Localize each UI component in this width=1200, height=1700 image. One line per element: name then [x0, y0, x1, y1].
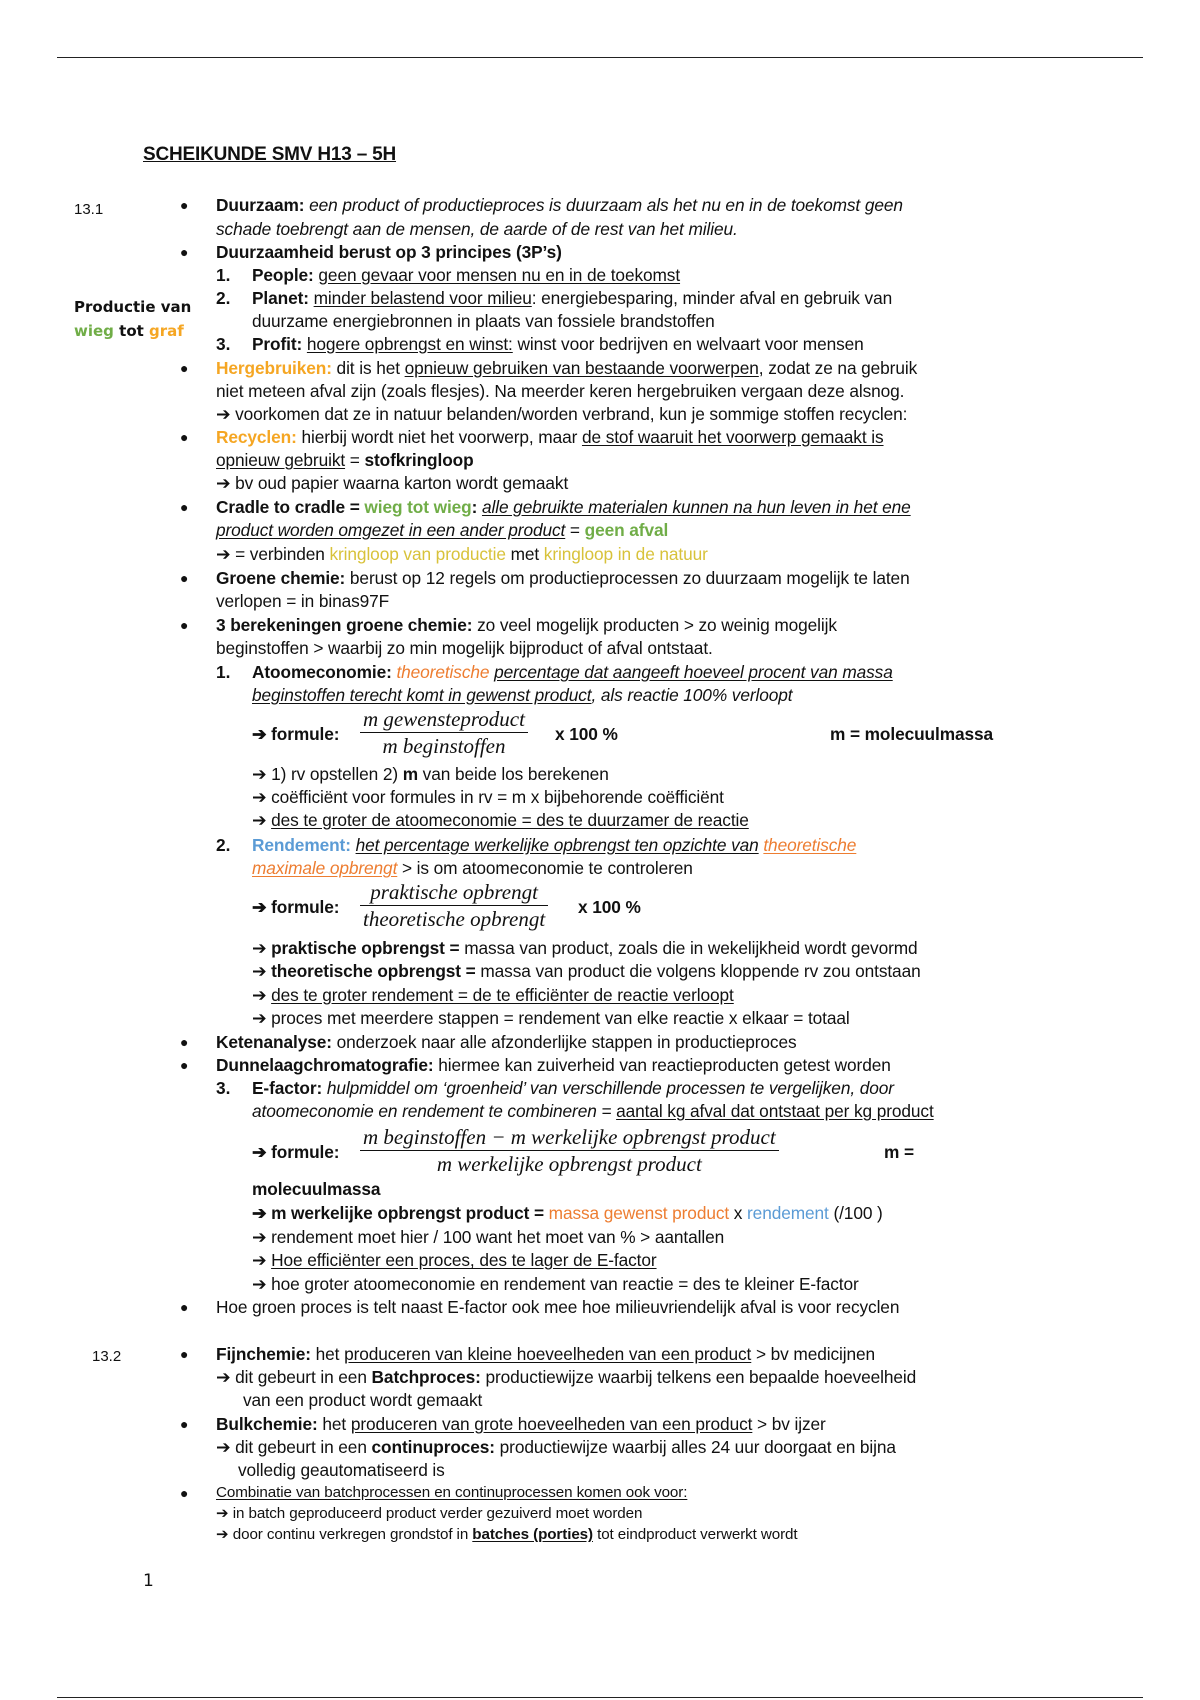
recyclen-line-2: opnieuw gebruikt = stofkringloop	[216, 450, 474, 470]
bullet: ●	[180, 1034, 189, 1050]
list-number: 3.	[216, 334, 231, 354]
formula-multiplier: x 100 %	[578, 897, 641, 917]
ef-step-1: ➔ m werkelijke opbrengst product = massa gewenst product x rendement (/100 )	[252, 1203, 883, 1223]
molecuulmassa-note: m = molecuulmassa	[830, 724, 994, 744]
bullet: ●	[180, 1346, 189, 1362]
ae-step-1: ➔ 1) rv opstellen 2) m van beide los berekenen	[252, 764, 609, 784]
list-number: 2.	[216, 835, 231, 855]
groene-chemie-line: Groene chemie: berust op 12 regels om productieprocessen zo duurzaam mogelijk te laten	[216, 568, 910, 588]
hoe-groen-line: Hoe groen proces is telt naast E-factor ook mee hoe milieuvriendelijk afval is voor recyclen	[216, 1297, 900, 1317]
profit-line: Profit: hogere opbrengst en winst: winst voor bedrijven en welvaart voor mensen	[252, 334, 864, 354]
atoomeconomie-fraction: m gewensteproduct m beginstoffen	[360, 706, 528, 759]
combinatie-line: Combinatie van batchprocessen en continuprocessen komen ook voor:	[216, 1484, 688, 1501]
re-step-3: ➔ des te groter rendement = de te efficiënter de reactie verloopt	[252, 985, 734, 1005]
formula-label: ➔ formule:	[252, 1142, 340, 1162]
fijnchemie-line: Fijnchemie: het produceren van kleine hoeveelheden van een product > bv medicijnen	[216, 1344, 876, 1364]
formula-label: ➔ formule:	[252, 897, 340, 917]
groene-chemie-line-2: verlopen = in binas97F	[216, 591, 390, 611]
section-13-1-label: 13.1	[74, 201, 104, 218]
hergebruiken-line-2: niet meteen afval zijn (zoals flesjes). Na meerder keren hergebruiken vergaan deze alsnog.	[216, 381, 905, 401]
planet-line: Planet: minder belastend voor milieu: energiebesparing, minder afval en gebruik van	[252, 288, 893, 308]
efactor-line: E-factor: hulpmiddel om ‘groenheid’ van verschillende processen te vergelijken, door	[252, 1078, 894, 1098]
atoomeconomie-line-2: beginstoffen terecht komt in gewenst product, als reactie 100% verloopt	[252, 685, 793, 705]
margin-note-productie: Productie van	[74, 298, 192, 316]
ketenanalyse-line: Ketenanalyse: onderzoek naar alle afzonderlijke stappen in productieproces	[216, 1032, 797, 1052]
bullet: ●	[180, 1299, 189, 1315]
bullet: ●	[180, 360, 189, 376]
formula-multiplier: x 100 %	[555, 724, 618, 744]
efactor-line-2: atoomeconomie en rendement te combineren = aantal kg afval dat ontstaat per kg product	[252, 1101, 934, 1121]
re-step-4: ➔ proces met meerdere stappen = rendement van elke reactie x elkaar = totaal	[252, 1008, 850, 1028]
list-number: 2.	[216, 288, 231, 308]
cradle-line: Cradle to cradle = wieg tot wieg: alle gebruikte materialen kunnen na hun leven in het ene	[216, 497, 911, 517]
bullet: ●	[180, 570, 189, 586]
ef-step-3: ➔ Hoe efficiënter een proces, des te lager de E-factor	[252, 1250, 657, 1270]
bullet: ●	[180, 617, 189, 633]
top-rule	[57, 57, 1143, 58]
molecuulmassa-note: m =	[884, 1142, 914, 1162]
bottom-rule	[57, 1697, 1143, 1698]
bullet: ●	[180, 1416, 189, 1432]
bullet: ●	[180, 1057, 189, 1073]
efactor-fraction: m beginstoffen − m werkelijke opbrengst product m werkelijke opbrengst product	[360, 1124, 779, 1177]
page-number: 1	[143, 1571, 154, 1591]
section-13-2-label: 13.2	[92, 1348, 122, 1365]
bullet: ●	[180, 499, 189, 515]
re-step-1: ➔ praktische opbrengst = massa van product, zoals die in wekelijkheid wordt gevormd	[252, 938, 918, 958]
recyclen-line-3: ➔ bv oud papier waarna karton wordt gemaakt	[216, 473, 569, 493]
ae-step-2: ➔ coëfficiënt voor formules in rv = m x bijbehorende coëfficiënt	[252, 787, 724, 807]
ae-step-3: ➔ des te groter de atoomeconomie = des te duurzamer de reactie	[252, 810, 749, 830]
list-number: 3.	[216, 1078, 231, 1098]
berekeningen-line-2: beginstoffen > waarbij zo min mogelijk bijproduct of afval ontstaat.	[216, 638, 713, 658]
duurzaam-line-2: schade toebrengt aan de mensen, de aarde of de rest van het milieu.	[216, 219, 738, 239]
bulkchemie-line-2: ➔ dit gebeurt in een continuproces: productiewijze waarbij alles 24 uur doorgaat en bijna	[216, 1437, 896, 1457]
list-number: 1.	[216, 265, 231, 285]
re-step-2: ➔ theoretische opbrengst = massa van product die volgens kloppende rv zou ontstaan	[252, 961, 921, 981]
ef-step-2: ➔ rendement moet hier / 100 want het moet van % > aantallen	[252, 1227, 725, 1247]
bulkchemie-line-3: volledig geautomatiseerd is	[238, 1460, 445, 1480]
berekeningen-line: 3 berekeningen groene chemie: zo veel mogelijk producten > zo weinig mogelijk	[216, 615, 837, 635]
rendement-line: Rendement: het percentage werkelijke opbrengst ten opzichte van theoretische	[252, 835, 857, 855]
combinatie-line-2: ➔ in batch geproduceerd product verder gezuiverd moet worden	[216, 1505, 643, 1522]
page-title: SCHEIKUNDE SMV H13 – 5H	[143, 144, 397, 165]
formula-label: ➔ formule:	[252, 724, 340, 744]
principes-line: Duurzaamheid berust op 3 principes (3P’s)	[216, 242, 562, 262]
fijnchemie-line-2: ➔ dit gebeurt in een Batchproces: productiewijze waarbij telkens een bepaalde hoeveelheid	[216, 1367, 917, 1387]
bulkchemie-line: Bulkchemie: het produceren van grote hoeveelheden van een product > bv ijzer	[216, 1414, 826, 1434]
planet-line-2: duurzame energiebronnen in plaats van fossiele brandstoffen	[252, 311, 715, 331]
combinatie-line-3: ➔ door continu verkregen grondstof in batches (porties) tot eindproduct verwerkt wordt	[216, 1526, 798, 1543]
atoomeconomie-line: Atoomeconomie: theoretische percentage dat aangeeft hoeveel procent van massa	[252, 662, 893, 682]
people-line: People: geen gevaar voor mensen nu en in de toekomst	[252, 265, 681, 285]
dunnelaag-line: Dunnelaagchromatografie: hiermee kan zuiverheid van reactieproducten getest worden	[216, 1055, 891, 1075]
list-number: 1.	[216, 662, 231, 682]
bullet: ●	[180, 197, 189, 213]
rendement-line-2: maximale opbrengt > is om atoomeconomie te controleren	[252, 858, 693, 878]
cradle-line-2: product worden omgezet in een ander product = geen afval	[216, 520, 669, 540]
bullet: ●	[180, 1485, 189, 1501]
rendement-fraction: praktische opbrengt theoretische opbrengt	[360, 879, 548, 932]
bullet: ●	[180, 244, 189, 260]
ef-step-4: ➔ hoe groter atoomeconomie en rendement van reactie = des te kleiner E-factor	[252, 1274, 859, 1294]
hergebruiken-line: Hergebruiken: dit is het opnieuw gebruiken van bestaande voorwerpen, zodat ze na gebruik	[216, 358, 918, 378]
bullet: ●	[180, 429, 189, 445]
fijnchemie-line-3: van een product wordt gemaakt	[243, 1390, 483, 1410]
cradle-line-3: ➔ = verbinden kringloop van productie met kringloop in de natuur	[216, 544, 708, 564]
molecuulmassa-note-2: molecuulmassa	[252, 1179, 381, 1199]
duurzaam-line: Duurzaam: een product of productieproces is duurzaam als het nu en in de toekomst geen	[216, 195, 903, 215]
margin-note-wieg-tot-graf: wieg tot graf	[74, 322, 184, 340]
hergebruiken-line-3: ➔ voorkomen dat ze in natuur belanden/worden verbrand, kun je sommige stoffen recyclen:	[216, 404, 908, 424]
recyclen-line: Recyclen: hierbij wordt niet het voorwerp, maar de stof waaruit het voorwerp gemaakt is	[216, 427, 884, 447]
